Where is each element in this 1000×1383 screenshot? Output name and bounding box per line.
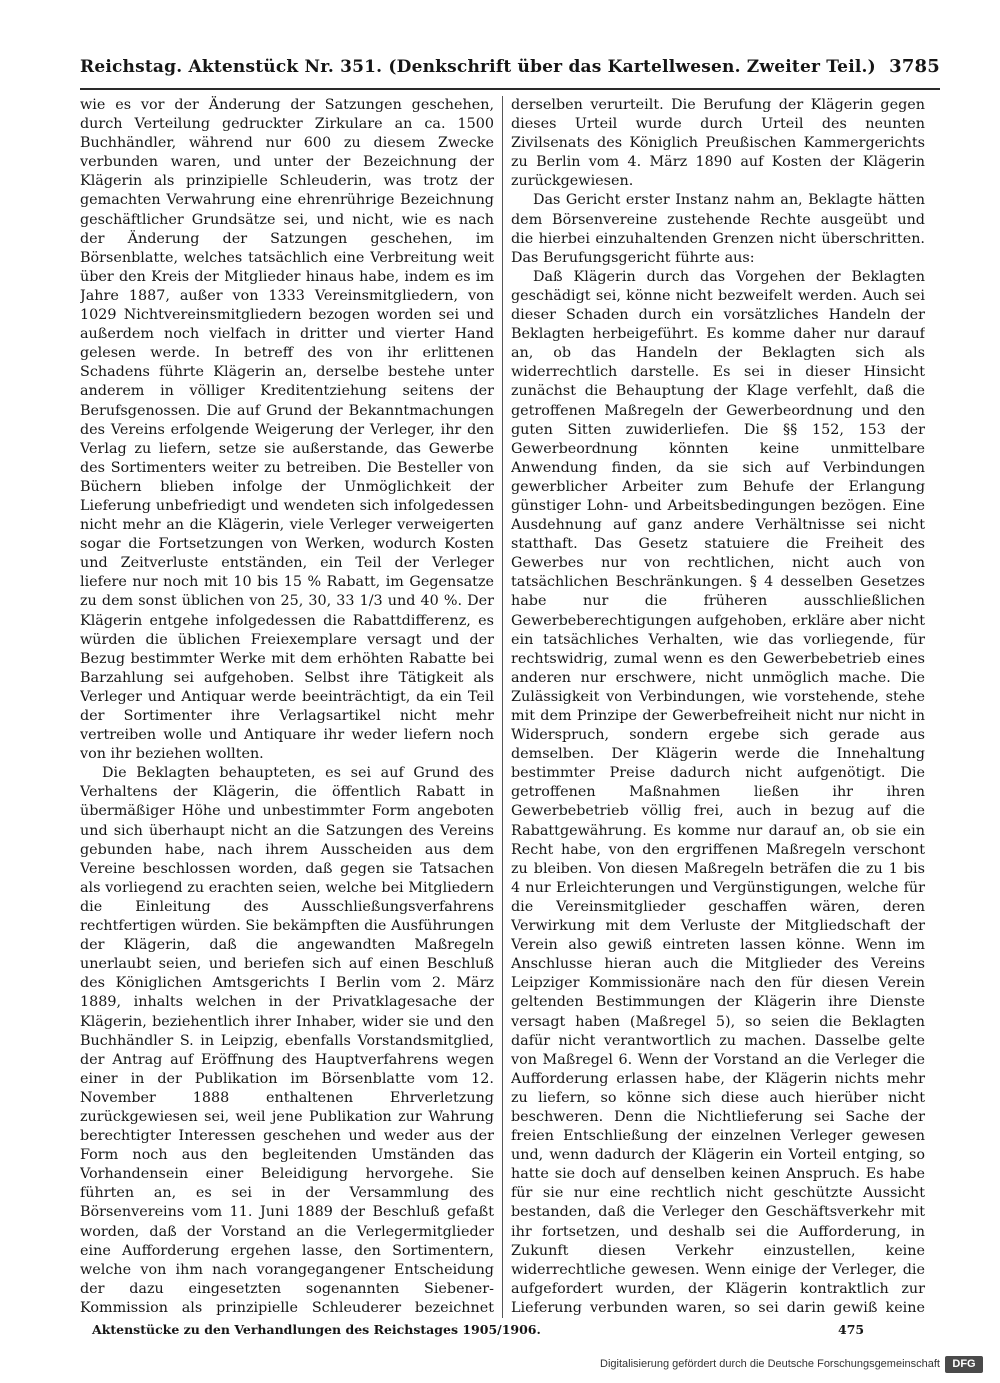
- footer-sheet-number: 475: [838, 1322, 865, 1337]
- paragraph: Daß Klägerin durch das Vorgehen der Beklagten geschädigt sei, könne nicht bezweifelt werden. Auch sei dieser Schaden durch ein vorsätzliches Handeln der Beklagten herbeigeführt. Es komme daher nur darauf an, ob das Handeln der Beklagten sich als widerrechtlich darstelle. Es sei in dieser Hinsicht zunächst die Behauptung der Klage verfehlt, daß die getroffenen Maßregeln der Gewerbeordnung und den guten Sitten zuwiderliefen. Die §§ 152, 153 der Gewerbeordnung könnten keine unmittelbare Anwendung finden, da sie sich auf Verbindungen gewerblicher Arbeiter zum Behufe der Erlangung günstiger Lohn- und Arbeitsbedingungen bezögen. Eine Ausdehnung auf ganz andere Verhältnisse sei nicht statthaft. Das Gesetz statuiere die Freiheit des Gewerbes nur von rechtlichen, nicht auch von tatsächlichen Beschränkungen. § 4 desselben Gesetzes habe nur die früheren ausschließlichen Gewerbeberechtigungen aufgehoben, erkläre aber nicht ein tatsächliches Verhalten, wie das vorliegende, für rechtswidrig, zumal wenn es den Gewerbebetrieb eines anderen nur erschwere, nicht unmöglich mache. Die Zulässigkeit von Verbindungen, wie vorstehende, stehe mit dem Prinzipe der Gewerbefreiheit nicht nur nicht in Widerspruch, sondern ergebe sich gerade aus demselben. Der Klägerin werde die Innehaltung bestimmter Preise dadurch nicht aufgenötigt. Die getroffenen Maßnahmen ließen ihr ihren Gewerbebetrieb völlig frei, auch in bezug auf die Rabattgewährung. Es komme nur darauf an, ob sie ein Recht habe, von den ergriffenen Maßregeln verschont zu bleiben. Von diesen Maßregeln beträfen die zu 1 bis 4 nur Erleichterungen und Vergünstigungen, welche für die Vereinsmitglieder geschaffen wären, deren Verwirkung mit dem Verluste der Mitgliedschaft der Verein also gewiß eintreten lassen könne. Wenn im Anschlusse hieran auch die Mitglieder des Vereins Leipziger Kommissionäre nach den für diesen Verein geltenden Bestimmungen der Klägerin ihre Dienste versagt haben (Maßregel 5), so seien die Beklagten dafür nicht verantwortlich zu machen. Dasselbe gelte von Maßregel 6. Wenn der Vorstand an die Verleger die Aufforderung erlassen habe, der Klägerin nichts mehr zu liefern, so könne sich diese auch hierüber nicht beschweren. Denn die Nichtlieferung sei Sache der freien Entschließung der einzelnen Verleger gewesen und, wenn dadurch der Klägerin ein Vorteil entging, so hatte sie doch auf denselben keinen Anspruch. Es habe für sie nur eine rechtlich nicht geschützte Aussicht bestanden, daß die Verleger den Geschäftsverkehr mit ihr fortsetzen, und deshalb sei die Aufforderung, in Zukunft diesen Verkehr einzustellen, keine widerrechtliche gewesen. Wenn einige der Verleger, die aufgefordert wurden, der Klägerin kontraktlich zur Lieferung verbunden waren, so sei darin gewiß keine: [511, 268, 925, 1316]
- paragraph: wie es vor der Änderung der Satzungen geschehen, durch Verteilung gedruckter Zirkulare an ca. 1500 Buchhändler, während nur 600 zu diesem Zwecke verbunden waren, und unter der Bezeichnung der Klägerin als prinzipielle Schleuderin, was trotz der gemachten Verwahrung eine ehrenrührige Bezeichnung geschäftlicher Grundsätze sei, und nicht, wie es nach der Änderung der Satzungen geschehen, im Börsenblatte, welches tatsächlich eine Verbreitung weit über den Kreis der Mitglieder hinaus habe, indem es im Jahre 1887, außer von 1333 Vereinsmitgliedern, von 1029 Nichtvereinsmitgliedern bezogen worden sei und außerdem noch vielfach in dritter und vierter Hand gelesen werde. In betreff des von ihr erlittenen Schadens führte Klägerin an, derselbe bestehe unter anderem in völliger Kreditentziehung seitens der Berufsgenossen. Die auf Grund der Bekanntmachungen des Vereins erfolgende Weigerung der Verleger, ihr den Verlag zu liefern, setze sie außerstande, das Gewerbe des Sortimenters weiter zu betreiben. Die Besteller von Büchern blieben infolge der Unmöglichkeit der Lieferung unbefriedigt und wendeten sich infolgedessen nicht mehr an die Klägerin, viele Verleger verweigerten sogar die Fortsetzungen von Werken, wodurch Kosten und Zeitverluste entständen, ein Teil der Verleger liefere nur noch mit 10 bis 15 % Rabatt, im Gegensatze zu dem sonst üblichen von 25, 30, 33 1/3 und 40 %. Der Klägerin entgehe infolgedessen die Rabattdifferenz, es würden die üblichen Freiexemplare versagt und der Bezug bestimmter Werke mit dem erhöhten Rabatte bei Barzahlung sei aufgehoben. Selbst ihre Tätigkeit als Verleger und Antiquar werde beeinträchtigt, da ein Teil der Sortimenter ihre Verlagsartikel nicht mehr vertreiben wolle und Antiquare ihr weder liefern noch von ihr beziehen wollten.: [80, 97, 494, 763]
- column-divider: [502, 96, 503, 1318]
- footer-source: Aktenstücke zu den Verhandlungen des Reichstages 1905/1906.: [92, 1322, 541, 1337]
- paragraph: derselben verurteilt. Die Berufung der Klägerin gegen dieses Urteil wurde durch Urteil des neunten Zivilsenats des Königlich Preußischen Kammergerichts zu Berlin vom 4. März 1890 auf Kosten der Klägerin zurückgewiesen.: [511, 97, 925, 190]
- right-column: [511, 96, 925, 1318]
- running-header: [80, 56, 940, 86]
- paragraph: Das Gericht erster Instanz nahm an, Beklagte hätten dem Börsenvereine zustehende Rechte ausgeübt und die hierbei einzuhaltenden Grenzen nicht überschritten. Das Berufungsgericht führte aus:: [511, 192, 925, 266]
- digitization-credit: Digitalisierung gefördert durch die Deutsche Forschungsgemeinschaft: [600, 1358, 940, 1370]
- page-number: 3785: [889, 56, 940, 77]
- left-column: [80, 96, 494, 1318]
- header-rule: [80, 88, 940, 90]
- header-title: Reichstag. Aktenstück Nr. 351. (Denkschrift über das Kartellwesen. Zweiter Teil.): [80, 57, 876, 77]
- dfg-logo: DFG: [945, 1356, 983, 1373]
- paragraph: Die Beklagten behaupteten, es sei auf Grund des Verhaltens der Klägerin, die öffentlich Rabatt in übermäßiger Höhe und unbestimmter Form angeboten und sich überhaupt nicht an die Satzungen des Vereins gebunden habe, nach ihrem Ausscheiden aus dem Vereine beschlossen worden, daß gegen sie Tatsachen als vorliegend zu erachten seien, welche bei Mitgliedern die Einleitung des Ausschließungsverfahrens rechtfertigen würden. Sie bekämpften die Ausführungen der Klägerin, daß die angewandten Maßregeln unerlaubt seien, und beriefen sich auf einen Beschluß des Königlichen Amtsgerichts I Berlin vom 2. März 1889, inhalts welchen in der Privatklagesache der Klägerin, beziehentlich ihrer Inhaber, wider sie und den Buchhändler S. in Leipzig, ebenfalls Vorstandsmitglied, der Antrag auf Eröffnung des Hauptverfahrens wegen einer in der Publikation im Börsenblatte vom 12. November 1888 enthaltenen Ehrverletzung zurückgewiesen sei, weil jene Publikation zur Wahrung berechtigter Interessen geschehen und weder aus der Form noch aus den begleitenden Umständen das Vorhandensein einer Beleidigung hervorgehe. Sie führten an, es sei in der Versammlung des Börsenvereins vom 11. Juni 1889 der Beschluß gefaßt worden, daß der Vorstand an die Verlegermitglieder eine Aufforderung ergehen lasse, den Sortimentern, welche von ihm nach vorangegangener Entscheidung der dazu eingesetzten sogenannten Siebener-Kommission als prinzipielle Schleuderer bezeichnet: [80, 765, 494, 1316]
